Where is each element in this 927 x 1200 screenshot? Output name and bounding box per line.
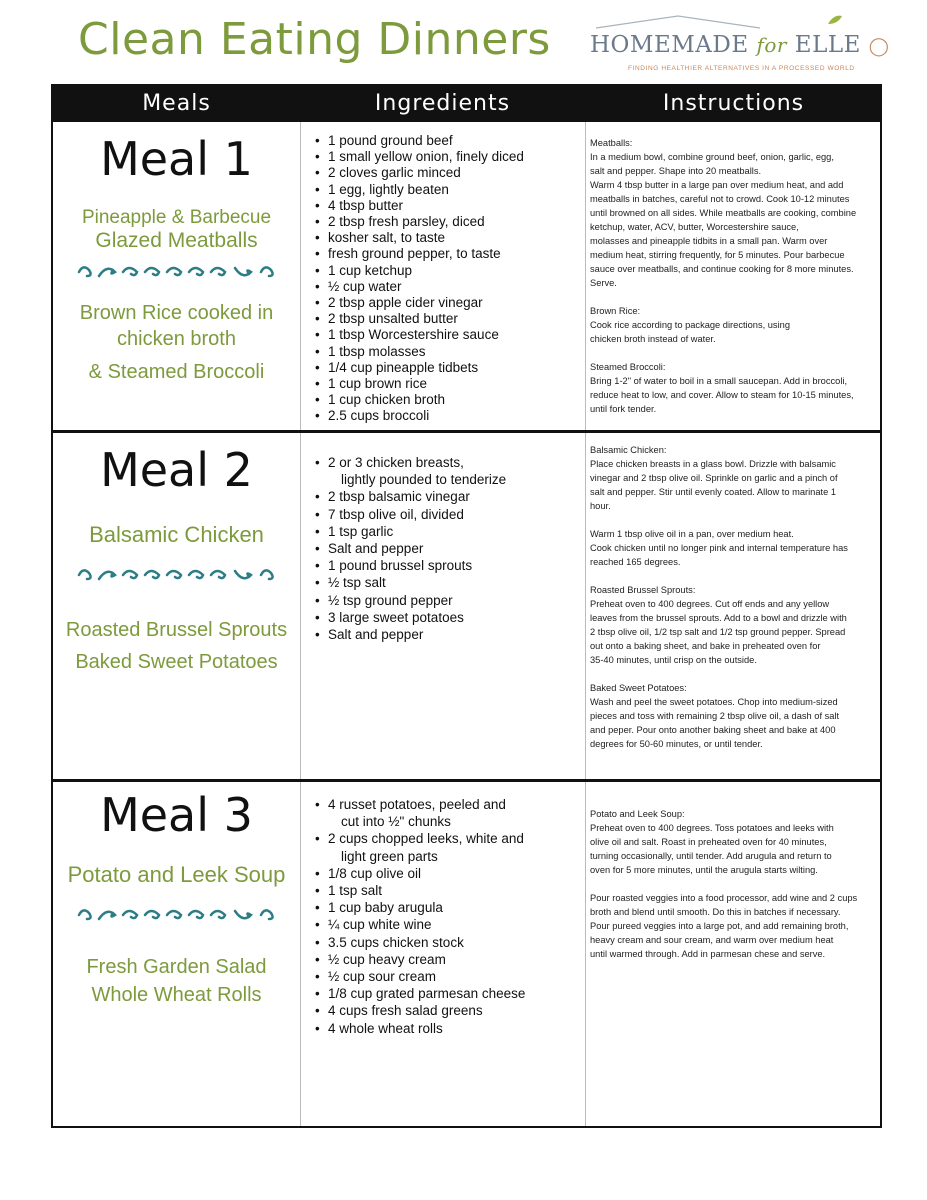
logo-tagline: FINDING HEALTHIER ALTERNATIVES IN A PROCESSED WORLD [628, 65, 855, 72]
instruction-paragraph [590, 583, 882, 667]
meal-3-main-line1: Potato and Leek Soup [67, 862, 286, 887]
ingredient-item: • 2 cups chopped leeks, white and [315, 830, 525, 847]
instruction-line: Bring 1-2" of water to boil in a small saucepan. Add in broccoli, [590, 376, 848, 386]
ingredient-item: • 1 tsp salt [315, 882, 525, 899]
ingredient-item: • 1 tbsp molasses [315, 344, 524, 360]
ingredient-item: • 2.5 cups broccoli [315, 408, 524, 424]
column-divider [300, 122, 301, 1126]
instruction-line: out onto a baking sheet, and bake in preheated oven for [590, 641, 821, 651]
instruction-line: molasses and pineapple tidbits in a small pan. Warm over [590, 236, 828, 246]
instruction-line: and peper. Pour onto another baking sheet and bake at 400 [590, 725, 836, 735]
instruction-line: Meatballs: [590, 138, 633, 148]
ingredient-item: • 2 tbsp unsalted butter [315, 311, 524, 327]
row-divider [53, 779, 880, 782]
instruction-paragraph [590, 360, 882, 416]
swirl-divider-icon [75, 904, 275, 926]
brand-logo [588, 14, 890, 78]
logo-word-elle: ELLE [794, 32, 861, 58]
ingredient-item: • 3.5 cups chicken stock [315, 934, 525, 951]
instruction-line: salt and pepper. Shape into 20 meatballs. [590, 166, 762, 176]
instruction-line: Roasted Brussel Sprouts: [590, 585, 696, 595]
ingredient-item: lightly pounded to tenderize [341, 472, 507, 488]
instruction-line: Warm 4 tbsp butter in a large pan over medium heat, and add [590, 180, 844, 190]
instruction-line: Potato and Leek Soup: [590, 809, 685, 819]
meal-3-title: Meal 3 [100, 788, 253, 842]
ingredient-item: • Salt and pepper [315, 540, 506, 557]
table-header [53, 86, 880, 122]
meal-3-ingredients [315, 796, 525, 1037]
instruction-line: Serve. [590, 278, 617, 288]
instruction-line: olive oil and salt. Roast in preheated oven for 40 minutes, [590, 837, 827, 847]
instruction-line: Wash and peel the sweet potatoes. Chop into medium-sized [590, 697, 838, 707]
ingredient-item: • 2 tbsp apple cider vinegar [315, 295, 524, 311]
instruction-paragraph [590, 891, 882, 961]
ingredient-item: • 1 cup chicken broth [315, 392, 524, 408]
ingredient-item: • 2 cloves garlic minced [315, 165, 524, 181]
ingredient-item: • 1/4 cup pineapple tidbets [315, 360, 524, 376]
instruction-paragraph [590, 527, 882, 569]
header-meals: Meals [142, 91, 211, 116]
instruction-line: ketchup, water, ACV, butter, Worcestershire sauce, [590, 222, 799, 232]
ingredient-item: • 1 small yellow onion, finely diced [315, 149, 524, 165]
instruction-line: Brown Rice: [590, 306, 641, 316]
instruction-line: Preheat oven to 400 degrees. Toss potatoes and leeks with [590, 823, 834, 833]
logo-word-homemade: HOMEMADE [590, 32, 749, 58]
meal-1-instructions [590, 136, 882, 430]
instruction-line: leaves from the brussel sprouts. Add to a bowl and drizzle with [590, 613, 847, 623]
ingredient-item: • ¼ cup white wine [315, 916, 525, 933]
meal-1-title: Meal 1 [100, 132, 253, 186]
instruction-paragraph [590, 443, 882, 513]
ingredient-item: • 1 cup brown rice [315, 376, 524, 392]
ingredient-item: • 1 egg, lightly beaten [315, 182, 524, 198]
instruction-line: reached 165 degrees. [590, 557, 681, 567]
column-divider [585, 122, 586, 1126]
meal-3-side-line1: Fresh Garden Salad [86, 956, 267, 978]
ingredient-item: • ½ tsp salt [315, 574, 506, 591]
ingredient-item: • ½ cup water [315, 279, 524, 295]
instruction-line: hour. [590, 501, 611, 511]
roof-icon [588, 14, 848, 30]
ingredient-item: • 2 tbsp fresh parsley, diced [315, 214, 524, 230]
meal-3-instructions [590, 807, 882, 975]
instruction-line: Warm 1 tbsp olive oil in a pan, over medium heat. [590, 529, 794, 539]
instruction-line: 2 tbsp olive oil, 1/2 tsp salt and 1/2 tsp ground pepper. Spread [590, 627, 846, 637]
instruction-line: Pour pureed veggies into a large pot, and add remaining broth, [590, 921, 849, 931]
header-instructions: Instructions [662, 91, 805, 116]
instruction-paragraph [590, 136, 882, 290]
ingredient-item: • 7 tbsp olive oil, divided [315, 506, 506, 523]
instruction-line: oven for 5 more minutes, until the arugula starts wilting. [590, 865, 818, 875]
instruction-line: until fork tender. [590, 404, 657, 414]
ingredient-item: • ½ tsp ground pepper [315, 592, 506, 609]
instruction-line: broth and blend until smooth. Do this in batches if necessary. [590, 907, 841, 917]
instruction-paragraph [590, 807, 882, 877]
ingredient-item: • ½ cup heavy cream [315, 951, 525, 968]
instruction-line: Cook chicken until no longer pink and internal temperature has [590, 543, 848, 553]
logo-wordmark [590, 32, 889, 58]
instruction-paragraph [590, 304, 882, 346]
header-ingredients: Ingredients [374, 91, 511, 116]
ingredient-item: • 3 large sweet potatoes [315, 609, 506, 626]
instruction-line: chicken broth instead of water. [590, 334, 716, 344]
ingredient-item: light green parts [341, 848, 438, 864]
instruction-line: Steamed Broccoli: [590, 362, 666, 372]
meal-plan-table [51, 84, 882, 1128]
swirl-divider-icon [75, 564, 275, 586]
logo-word-for: for [756, 33, 787, 57]
ingredient-item: cut into ½" chunks [341, 814, 451, 830]
instruction-line: In a medium bowl, combine ground beef, onion, garlic, egg, [590, 152, 834, 162]
ingredient-item: • 1/8 cup grated parmesan cheese [315, 985, 525, 1002]
ingredient-item: • fresh ground pepper, to taste [315, 246, 524, 262]
instruction-line: Pour roasted veggies into a food processor, add wine and 2 cups [590, 893, 858, 903]
ingredient-item: • 1 cup ketchup [315, 263, 524, 279]
ingredient-item: • 4 tbsp butter [315, 198, 524, 214]
meal-1-side-line2: chicken broth [117, 328, 236, 350]
instruction-line: Baked Sweet Potatoes: [590, 683, 687, 693]
meal-1-side-line1: Brown Rice cooked in [79, 302, 274, 324]
ingredient-item: • 2 tbsp balsamic vinegar [315, 488, 506, 505]
instruction-line: Balsamic Chicken: [590, 445, 667, 455]
instruction-line: reduce heat to low, and cover. Allow to steam for 10-15 minutes, [590, 390, 854, 400]
instruction-line: pieces and toss with remaining 2 tbsp olive oil, a dash of salt [590, 711, 840, 721]
instruction-line: heavy cream and sour cream, and warm over medium heat [590, 935, 834, 945]
meal-3-side-line2: Whole Wheat Rolls [91, 984, 262, 1006]
apple-icon: ◯ [868, 36, 890, 57]
instruction-line: sauce over meatballs, and continue cooking for 8 more minutes. [590, 264, 854, 274]
meal-2-title: Meal 2 [100, 443, 253, 497]
meal-2-side-line1: Roasted Brussel Sprouts [65, 619, 288, 641]
instruction-line: Preheat oven to 400 degrees. Cut off ends and any yellow [590, 599, 830, 609]
meal-1-main-line1: Pineapple & Barbecue [81, 207, 272, 228]
ingredient-item: • 1 tsp garlic [315, 523, 506, 540]
ingredient-item: • Salt and pepper [315, 626, 506, 643]
ingredient-item: • 1 pound ground beef [315, 133, 524, 149]
page-title: Clean Eating Dinners [78, 14, 551, 65]
meal-2-main-line1: Balsamic Chicken [89, 522, 264, 547]
ingredient-item: • kosher salt, to taste [315, 230, 524, 246]
instruction-line: turning occasionally, until tender. Add arugula and return to [590, 851, 832, 861]
ingredient-item: • 4 whole wheat rolls [315, 1020, 525, 1037]
instruction-line: medium heat, stirring frequently, for 5 minutes. Pour barbecue [590, 250, 845, 260]
meal-1-side-line3: & Steamed Broccoli [88, 361, 265, 383]
ingredient-item: • 1 cup baby arugula [315, 899, 525, 916]
instruction-paragraph [590, 681, 882, 751]
meal-2-instructions [590, 443, 882, 765]
ingredient-item: • 1 pound brussel sprouts [315, 557, 506, 574]
ingredient-item: • 1 tbsp Worcestershire sauce [315, 327, 524, 343]
instruction-line: vinegar and 2 tbsp olive oil. Sprinkle on garlic and a pinch of [590, 473, 838, 483]
swirl-divider-icon [75, 261, 275, 283]
instruction-line: until browned on all sides. While meatballs are cooking, combine [590, 208, 857, 218]
ingredient-item: • 2 or 3 chicken breasts, [315, 454, 506, 471]
meal-2-ingredients [315, 454, 506, 643]
meal-1-ingredients [315, 133, 524, 425]
ingredient-item: • ½ cup sour cream [315, 968, 525, 985]
row-divider [53, 430, 880, 433]
ingredient-item: • 4 cups fresh salad greens [315, 1002, 525, 1019]
instruction-line: salt and pepper. Stir until evenly coated. Allow to marinate 1 [590, 487, 836, 497]
meal-1-main-line2: Glazed Meatballs [95, 229, 258, 252]
instruction-line: 35-40 minutes, until crisp on the outside. [590, 655, 757, 665]
instruction-line: meatballs in batches, careful not to crowd. Cook 10-12 minutes [590, 194, 850, 204]
ingredient-item: • 4 russet potatoes, peeled and [315, 796, 525, 813]
instruction-line: Cook rice according to package directions, using [590, 320, 790, 330]
instruction-line: until warmed through. Add in parmesan chese and serve. [590, 949, 826, 959]
instruction-line: degrees for 50-60 minutes, or until tender. [590, 739, 763, 749]
meal-2-side-line2: Baked Sweet Potatoes [75, 651, 278, 673]
instruction-line: Place chicken breasts in a glass bowl. Drizzle with balsamic [590, 459, 836, 469]
ingredient-item: • 1/8 cup olive oil [315, 865, 525, 882]
